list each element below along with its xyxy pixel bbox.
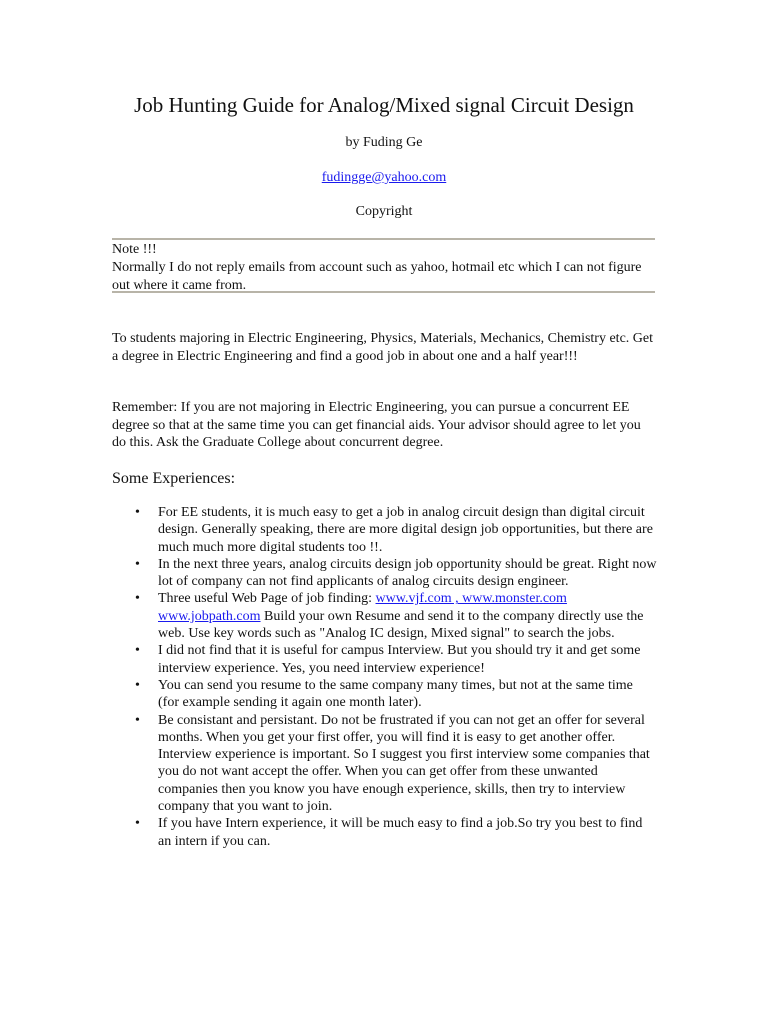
list-item: • For EE students, it is much easy to get a job in analog circuit design than digital circuit design. Generally speaking, there are more digital design job opportunities, but there are much much more digital students too !!. [112,504,657,556]
job-sites-suffix: Build your own Resume and send it to the company directly use the web. Use key words such as "Analog IC design, Mixed signal" to search the jobs. [158,608,644,642]
experiences-heading: Some Experiences: [112,470,236,487]
note-box [112,238,655,293]
job-sites-prefix: Three useful Web Page of job finding: [158,591,376,607]
list-item: • In the next three years, analog circuits design job opportunity should be great. Right now lot of company can not find applicants of analog circuits design engineer. [112,556,657,591]
email-line [0,169,768,187]
copyright-line: Copyright [355,204,413,219]
email-link[interactable]: fudingge@yahoo.com [321,170,447,185]
list-item: • Be consistant and persistant. Do not be frustrated if you can not get an offer for several months. When you get your first offer, you will find it is easy to get another offer. Interview experience is important. So I suggest you first interview some companies that you do not want accept the offer. When you can get offer from these unwanted companies then you know you have enough experience, skills, then try to interview company that you want to join. [112,712,657,816]
vjf-monster-link[interactable]: www.vjf.com , www.monster.com [375,591,567,607]
author-line: by Fuding Ge [345,135,423,150]
list-item-job-sites [112,590,657,642]
list-item: • You can send you resume to the same company many times, but not at the same time (for example sending it again one month later). [112,677,657,712]
experiences-list [112,504,657,850]
remember-paragraph: Remember: If you are not majoring in Electric Engineering, you can pursue a concurrent EE degree so that at the same time you can get financial aids. Your advisor should agree to let you do this. Ask the Graduate College about concurrent degree. [112,400,641,450]
list-item: • I did not find that it is useful for campus Interview. But you should try it and get some interview experience. Yes, you need interview experience! [112,642,657,677]
list-item: • If you have Intern experience, it will be much easy to find a job.So try you best to find an intern if you can. [112,815,657,850]
document-title: Job Hunting Guide for Analog/Mixed signal Circuit Design [134,93,634,117]
note-title: Note !!! [112,242,157,257]
note-text: Normally I do not reply emails from account such as yahoo, hotmail etc which I can not figure out where it came from. [112,260,642,293]
jobpath-link[interactable]: www.jobpath.com [158,608,261,624]
intro-paragraph: To students majoring in Electric Engineering, Physics, Materials, Mechanics, Chemistry etc. Get a degree in Electric Engineering and find a good job in about one and a half year!!! [112,331,654,364]
